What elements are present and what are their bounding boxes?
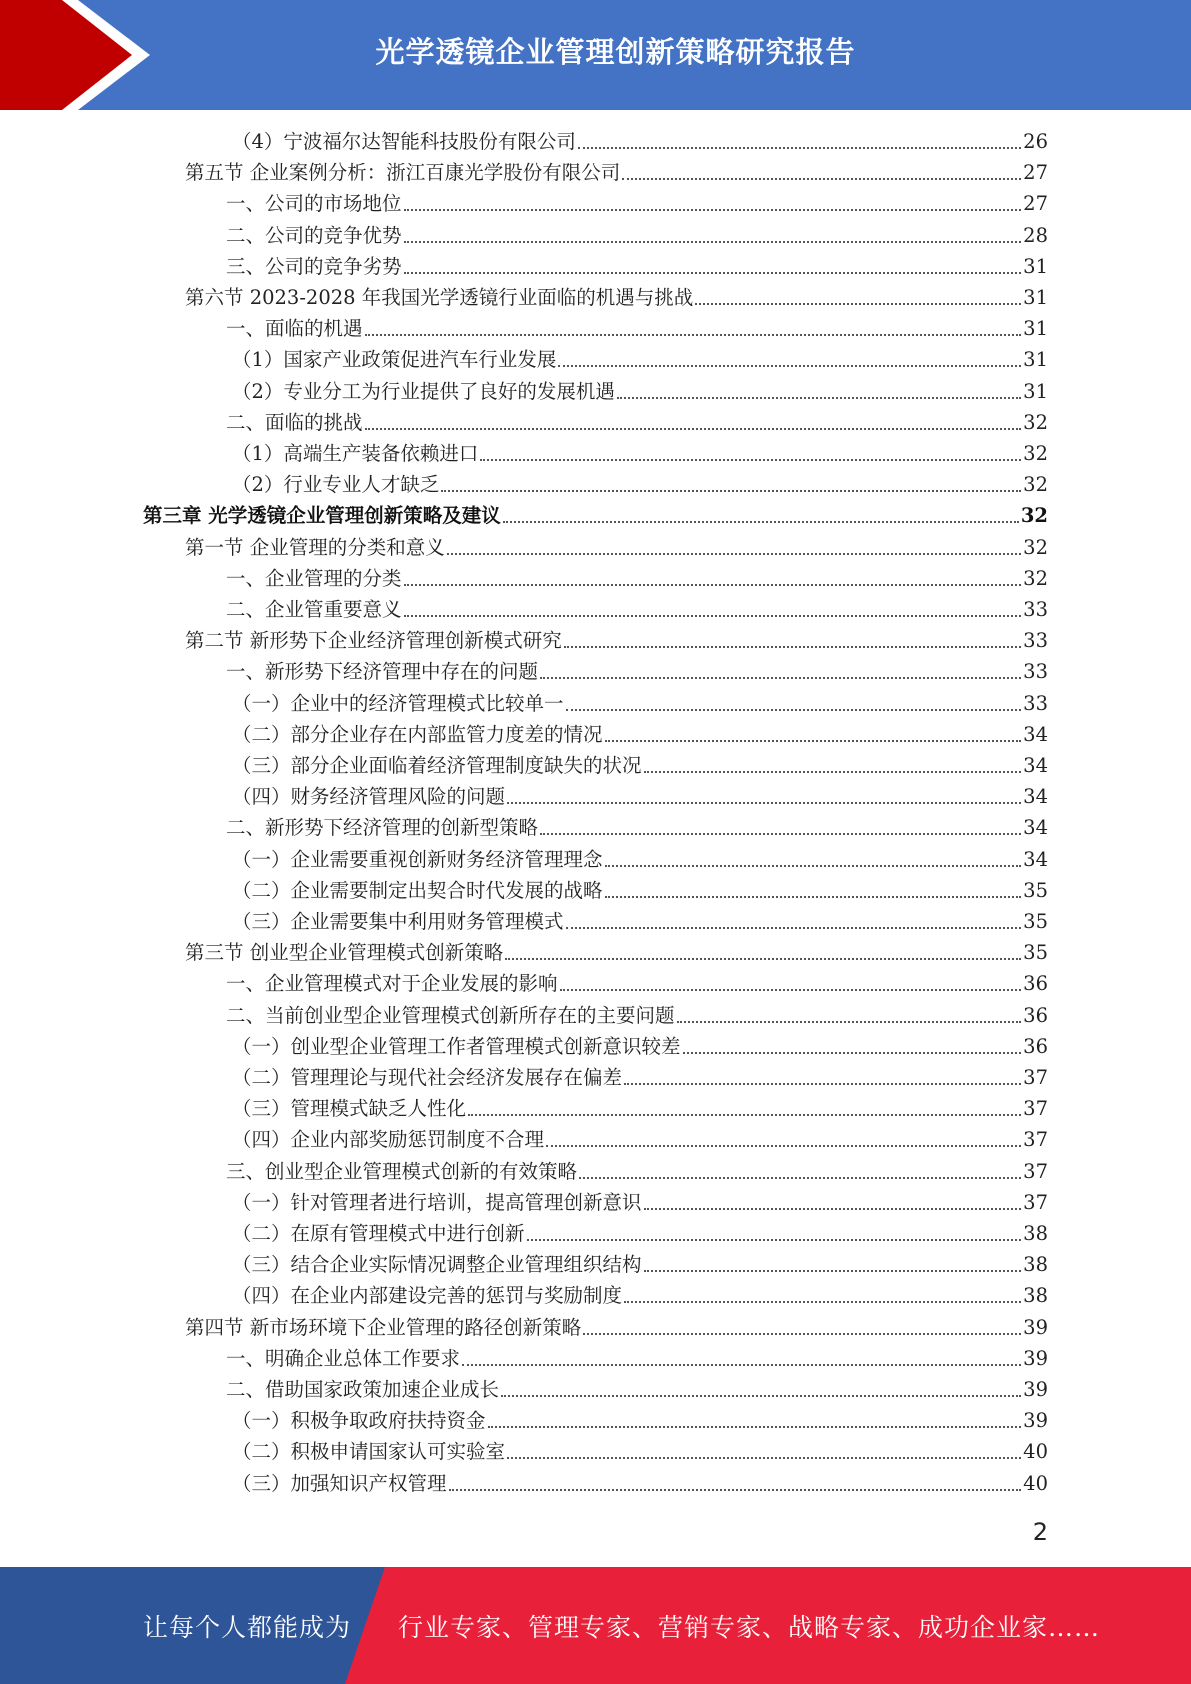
toc-entry[interactable]: [232, 1126, 1048, 1154]
toc-entry-title: （2）行业专业人才缺乏: [232, 473, 440, 497]
toc-entry-page: 39: [1023, 1378, 1048, 1401]
toc-entry[interactable]: [226, 814, 1048, 842]
toc-entry-page: 34: [1023, 754, 1048, 777]
toc-entry-title: （一）积极争取政府扶持资金: [232, 1409, 486, 1433]
toc-entry[interactable]: [226, 970, 1048, 998]
toc-entry[interactable]: [226, 315, 1048, 343]
toc-leader-dots: [503, 521, 1019, 523]
toc-entry-title: 一、公司的市场地位: [226, 192, 402, 216]
toc-leader-dots: [677, 1021, 1022, 1023]
toc-entry-title: 一、企业管理的分类: [226, 566, 402, 590]
toc-entry[interactable]: [232, 440, 1048, 468]
toc-leader-dots: [564, 646, 1021, 648]
toc-entry[interactable]: [232, 877, 1048, 905]
toc-entry-page: 33: [1023, 598, 1048, 621]
toc-entry[interactable]: [232, 378, 1048, 406]
toc-leader-dots: [579, 1177, 1021, 1179]
toc-entry-title: （一）企业需要重视创新财务经济管理理念: [232, 847, 603, 871]
footer-slogan-left: 让每个人都能成为: [143, 1612, 352, 1642]
toc-leader-dots: [404, 615, 1022, 617]
toc-entry-title: 第二节 新形势下企业经济管理创新模式研究: [185, 629, 562, 653]
toc-entry-page: 34: [1023, 847, 1048, 871]
footer-slogan-right: 行业专家、管理专家、营销专家、战略专家、成功企业家……: [398, 1612, 1101, 1642]
toc-entry-page: 33: [1023, 660, 1048, 684]
toc-entry-title: （二）部分企业存在内部监管力度差的情况: [232, 722, 603, 746]
toc-entry-page: 31: [1023, 317, 1048, 341]
toc-leader-dots: [540, 833, 1021, 835]
toc-entry[interactable]: [232, 1220, 1048, 1248]
toc-leader-dots: [480, 459, 1021, 461]
toc-entry-title: （二）企业需要制定出契合时代发展的战略: [232, 878, 603, 902]
toc-leader-dots: [566, 927, 1022, 929]
toc-entry[interactable]: [232, 1189, 1048, 1217]
toc-entry-page: 35: [1023, 878, 1048, 902]
toc-leader-dots: [578, 147, 1021, 149]
toc-leader-dots: [404, 272, 1022, 274]
toc-entry-title: （三）企业需要集中利用财务管理模式: [232, 910, 564, 933]
toc-entry[interactable]: [226, 596, 1048, 624]
toc-entry[interactable]: [226, 190, 1048, 218]
toc-entry-page: 37: [1023, 1128, 1048, 1152]
toc-entry[interactable]: [232, 721, 1048, 749]
toc-entry[interactable]: [185, 159, 1048, 187]
toc-entry-page: 32: [1023, 535, 1048, 559]
toc-leader-dots: [540, 677, 1021, 679]
toc-entry[interactable]: [226, 1158, 1048, 1186]
toc-leader-dots: [507, 802, 1021, 804]
toc-leader-dots: [404, 209, 1022, 211]
toc-entry-title: 第五节 企业案例分析：浙江百康光学股份有限公司: [185, 161, 621, 185]
toc-entry-page: 31: [1023, 379, 1048, 403]
toc-entry[interactable]: [232, 1095, 1048, 1123]
toc-entry-title: （四）企业内部奖励惩罚制度不合理: [232, 1128, 545, 1152]
toc-entry-page: 37: [1023, 1066, 1048, 1089]
toc-entry-page: 37: [1023, 1190, 1048, 1214]
toc-entry-title: 三、公司的竞争劣势: [226, 254, 402, 278]
toc-entry[interactable]: [232, 690, 1048, 718]
toc-leader-dots: [605, 865, 1022, 867]
toc-entry[interactable]: [185, 534, 1048, 562]
toc-entry[interactable]: [143, 502, 1048, 530]
toc-entry[interactable]: [232, 346, 1048, 374]
toc-entry-page: 32: [1023, 566, 1048, 590]
toc-leader-dots: [441, 490, 1021, 492]
toc-entry[interactable]: [185, 939, 1048, 967]
toc-entry-page: 36: [1023, 1003, 1048, 1027]
toc-leader-dots: [683, 1052, 1022, 1054]
toc-leader-dots: [447, 553, 1021, 555]
toc-entry-title: 第六节 2023-2028 年我国光学透镜行业面临的机遇与挑战: [185, 286, 694, 309]
toc-entry-title: （二）在原有管理模式中进行创新: [232, 1222, 525, 1245]
toc-entry-title: （一）针对管理者进行培训，提高管理创新意识: [232, 1190, 642, 1214]
toc-entry-title: （1）国家产业政策促进汽车行业发展: [232, 348, 557, 372]
toc-entry-page: 34: [1023, 722, 1048, 746]
toc-entry-page: 39: [1023, 1346, 1048, 1370]
report-title: 光学透镜企业管理创新策略研究报告: [375, 34, 856, 69]
toc-entry-page: 36: [1023, 972, 1048, 996]
toc-entry[interactable]: [232, 752, 1048, 780]
toc-entry-page: 31: [1023, 286, 1048, 309]
toc-entry[interactable]: [226, 1376, 1048, 1404]
toc-entry-title: （一）企业中的经济管理模式比较单一: [232, 691, 564, 715]
toc-entry-title: （三）部分企业面临着经济管理制度缺失的状况: [232, 754, 642, 777]
page-number: 2: [1032, 1518, 1048, 1546]
toc-entry-page: 34: [1023, 816, 1048, 840]
toc-leader-dots: [566, 709, 1022, 711]
toc-entry-page: 32: [1020, 504, 1048, 528]
toc-leader-dots: [560, 989, 1022, 991]
toc-entry-page: 31: [1023, 254, 1048, 278]
toc-entry-title: 一、企业管理模式对于企业发展的影响: [226, 972, 558, 996]
toc-leader-dots: [617, 397, 1021, 399]
toc-entry-title: （三）结合企业实际情况调整企业管理组织结构: [232, 1253, 642, 1277]
toc-leader-dots: [365, 334, 1022, 336]
toc-entry[interactable]: [185, 627, 1048, 655]
toc-leader-dots: [558, 365, 1021, 367]
toc-entry-title: 一、新形势下经济管理中存在的问题: [226, 660, 539, 684]
toc-leader-dots: [505, 958, 1021, 960]
toc-entry-title: 一、面临的机遇: [226, 317, 363, 341]
toc-leader-dots: [644, 771, 1022, 773]
toc-entry[interactable]: [232, 1064, 1048, 1092]
toc-entry-page: 28: [1023, 223, 1048, 247]
toc-entry[interactable]: [226, 222, 1048, 250]
toc-entry-page: 40: [1023, 1471, 1048, 1495]
page-header: [0, 0, 1191, 110]
toc-entry-title: 第三章 光学透镜企业管理创新策略及建议: [143, 504, 501, 528]
toc-entry[interactable]: [232, 908, 1048, 936]
toc-entry-page: 37: [1023, 1097, 1048, 1121]
toc-leader-dots: [624, 1083, 1021, 1085]
toc-entry[interactable]: [226, 658, 1048, 686]
toc-entry-title: （二）管理理论与现代社会经济发展存在偏差: [232, 1066, 623, 1089]
toc-entry-page: 34: [1023, 785, 1048, 809]
toc-leader-dots: [404, 584, 1022, 586]
toc-leader-dots: [546, 1145, 1021, 1147]
toc-entry-title: （二）积极申请国家认可实验室: [232, 1440, 506, 1464]
toc-entry[interactable]: [232, 1251, 1048, 1279]
toc-entry-title: （1）高端生产装备依赖进口: [232, 442, 479, 465]
toc-leader-dots: [449, 1489, 1022, 1491]
toc-entry[interactable]: [232, 1282, 1048, 1310]
toc-entry-page: 27: [1023, 192, 1048, 216]
toc-entry-page: 26: [1023, 130, 1048, 153]
toc-entry-title: 三、创业型企业管理模式创新的有效策略: [226, 1159, 578, 1183]
toc-leader-dots: [404, 241, 1022, 243]
toc-entry-page: 33: [1023, 691, 1048, 715]
toc-entry[interactable]: [232, 846, 1048, 874]
toc-leader-dots: [462, 1364, 1021, 1366]
toc-entry-page: 39: [1023, 1315, 1048, 1339]
toc-entry-title: （4）宁波福尔达智能科技股份有限公司: [232, 130, 576, 153]
toc-entry-page: 35: [1023, 941, 1048, 965]
toc-entry[interactable]: [232, 1033, 1048, 1061]
toc-entry-title: 二、公司的竞争优势: [226, 223, 402, 247]
toc-entry-page: 31: [1023, 348, 1048, 372]
toc-entry-title: 二、借助国家政策加速企业成长: [226, 1378, 500, 1401]
toc-entry-page: 35: [1023, 910, 1048, 933]
toc-entry-page: 37: [1023, 1159, 1048, 1183]
toc-entry-page: 38: [1023, 1253, 1048, 1277]
toc-entry[interactable]: [232, 1407, 1048, 1435]
toc-entry-title: （一）创业型企业管理工作者管理模式创新意识较差: [232, 1034, 681, 1058]
toc-entry[interactable]: [226, 253, 1048, 281]
toc-leader-dots: [488, 1426, 1022, 1428]
toc-entry-page: 32: [1023, 410, 1048, 434]
toc-entry[interactable]: [232, 1438, 1048, 1466]
toc-entry-title: 一、明确企业总体工作要求: [226, 1346, 461, 1370]
toc-leader-dots: [605, 740, 1022, 742]
toc-entry-title: （三）管理模式缺乏人性化: [232, 1097, 467, 1121]
toc-entry-page: 27: [1023, 161, 1048, 185]
toc-leader-dots: [527, 1239, 1022, 1241]
toc-entry[interactable]: [232, 783, 1048, 811]
toc-entry[interactable]: [232, 1470, 1048, 1498]
toc-entry[interactable]: [226, 409, 1048, 437]
toc-entry-title: （四）财务经济管理风险的问题: [232, 785, 506, 809]
toc-leader-dots: [583, 1333, 1021, 1335]
toc-entry-title: 第三节 创业型企业管理模式创新策略: [185, 941, 504, 965]
toc-leader-dots: [644, 1270, 1022, 1272]
toc-entry-title: 二、企业管重要意义: [226, 598, 402, 621]
toc-entry-title: 第四节 新市场环境下企业管理的路径创新策略: [185, 1315, 582, 1339]
toc-entry-page: 32: [1023, 442, 1048, 465]
toc-leader-dots: [501, 1395, 1021, 1397]
toc-entry[interactable]: [232, 471, 1048, 499]
toc-entry-page: 39: [1023, 1409, 1048, 1433]
toc-entry[interactable]: [226, 1345, 1048, 1373]
toc-leader-dots: [468, 1114, 1021, 1116]
toc-leader-dots: [507, 1457, 1021, 1459]
toc-leader-dots: [644, 1208, 1022, 1210]
toc-leader-dots: [622, 178, 1021, 180]
toc-entry-page: 38: [1023, 1222, 1048, 1245]
toc-entry-title: 第一节 企业管理的分类和意义: [185, 535, 445, 559]
toc-leader-dots: [605, 896, 1022, 898]
toc-entry-page: 33: [1023, 629, 1048, 653]
toc-entry-title: （四）在企业内部建设完善的惩罚与奖励制度: [232, 1284, 623, 1308]
toc-entry-title: 二、当前创业型企业管理模式创新所存在的主要问题: [226, 1003, 675, 1027]
toc-entry[interactable]: [232, 128, 1048, 156]
toc-entry[interactable]: [185, 1314, 1048, 1342]
toc-entry[interactable]: [226, 565, 1048, 593]
toc-leader-dots: [624, 1301, 1021, 1303]
toc-entry-page: 40: [1023, 1440, 1048, 1464]
toc-leader-dots: [695, 303, 1021, 305]
toc-entry-title: 二、面临的挑战: [226, 410, 363, 434]
toc-entry[interactable]: [185, 284, 1048, 312]
toc-entry-page: 36: [1023, 1034, 1048, 1058]
page-footer: [0, 1567, 1191, 1684]
toc-entry-page: 32: [1023, 473, 1048, 497]
toc-entry-title: （三）加强知识产权管理: [232, 1471, 447, 1495]
toc-leader-dots: [365, 428, 1022, 430]
toc-entry-page: 38: [1023, 1284, 1048, 1308]
toc-entry[interactable]: [226, 1002, 1048, 1030]
toc-entry-title: 二、新形势下经济管理的创新型策略: [226, 816, 539, 840]
toc-entry-title: （2）专业分工为行业提供了良好的发展机遇: [232, 379, 615, 403]
